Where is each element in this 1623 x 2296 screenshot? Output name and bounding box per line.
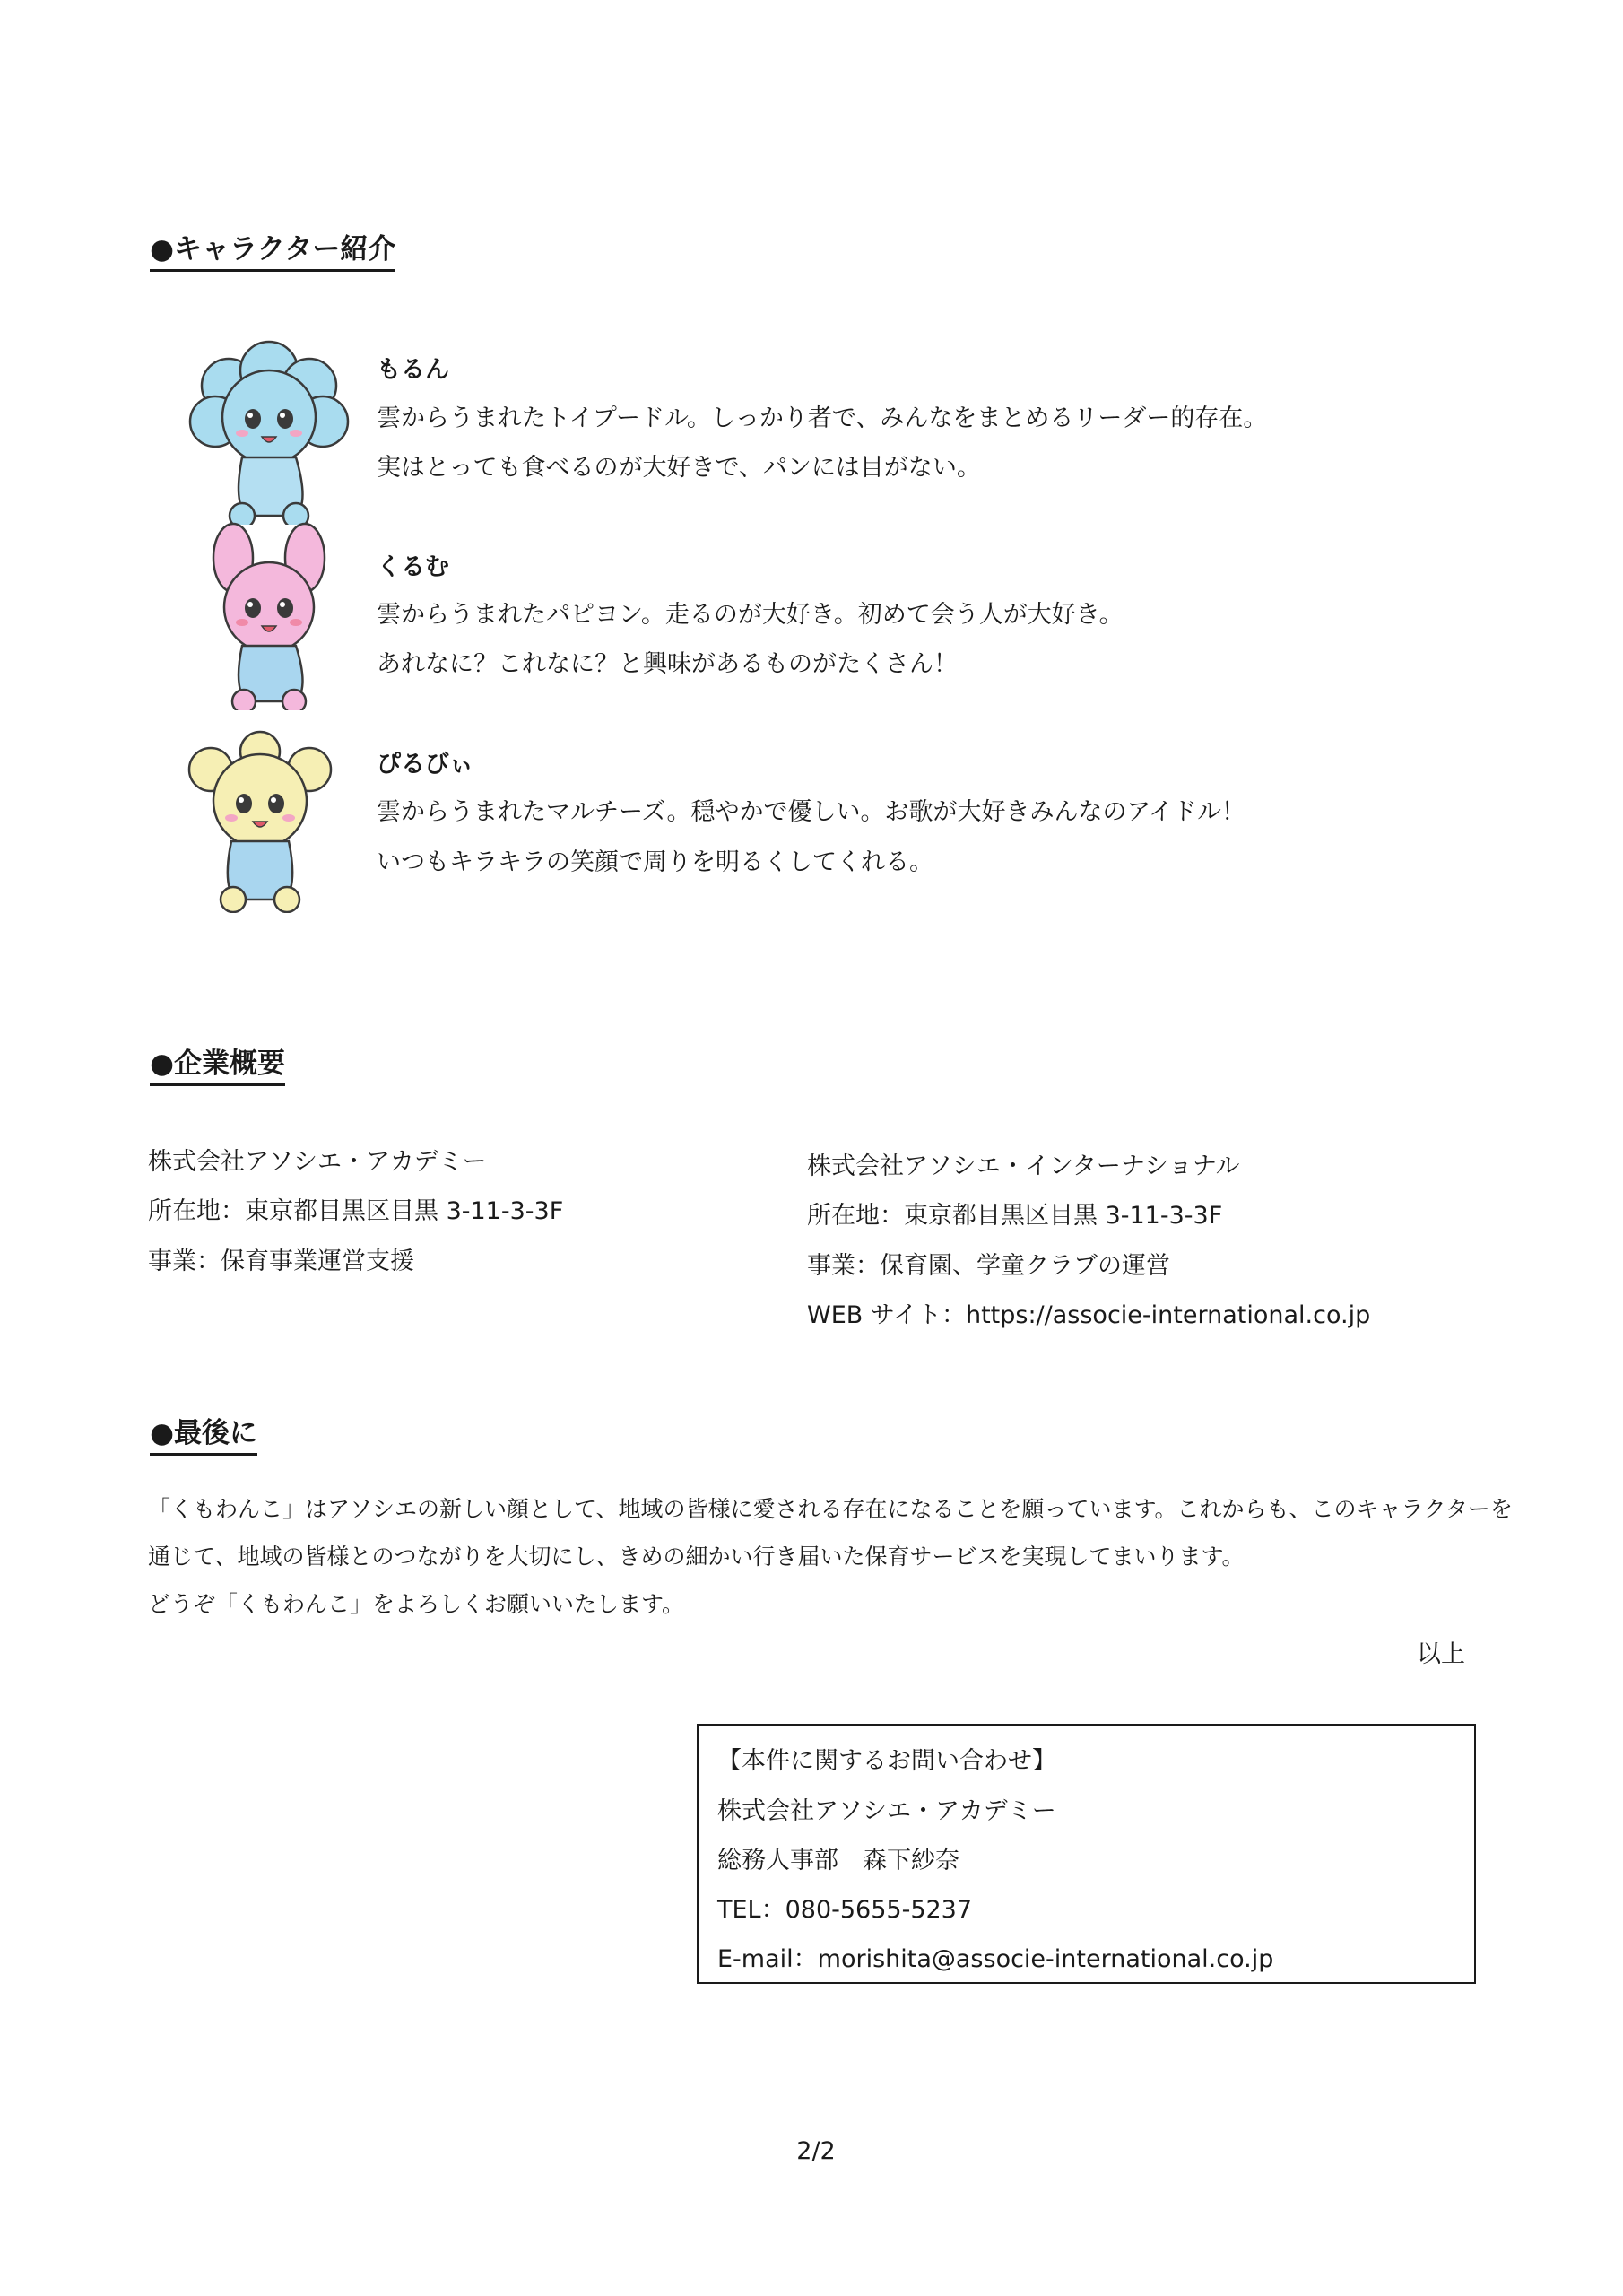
company-heading: ●企業概要: [150, 1046, 285, 1086]
character-description-line: 雲からうまれたパピヨン。走るのが大好き。初めて会う人が大好き。: [377, 601, 1124, 629]
character-description-line: 雲からうまれたトイプードル。しっかり者で、みんなをまとめるリーダー的存在。: [377, 404, 1268, 432]
contact-email: E-mail：morishita@associe-international.co.jp: [717, 1945, 1274, 1973]
character-description-line: あれなに？これなに？と興味があるものがたくさん！: [377, 650, 958, 678]
contact-heading: 【本件に関するお問い合わせ】: [717, 1747, 1056, 1775]
end-mark: 以上: [1417, 1640, 1465, 1668]
character-name-morun: もるん: [377, 356, 449, 384]
character-description-line: 雲からうまれたマルチーズ。穏やかで優しい。お歌が大好きみんなのアイドル！: [377, 798, 1246, 826]
character-description-line: いつもキラキラの笑顔で周りを明るくしてくれる。: [377, 848, 933, 876]
contact-tel: TEL：080-5655-5237: [717, 1896, 973, 1924]
company-2-business: 事業：保育園、学童クラブの運営: [807, 1252, 1170, 1280]
closing-paragraph-line: どうぞ「くもわんこ」をよろしくお願いいたします。: [148, 1591, 685, 1617]
character-description-line: 実はとっても食べるのが大好きで、パンには目がない。: [377, 454, 981, 482]
company-2-address: 所在地：東京都目黒区目黒 3-11-3-3F: [807, 1202, 1223, 1230]
page-number: 2/2: [796, 2137, 836, 2165]
closing-paragraph-line: 通じて、地域の皆様とのつながりを大切にし、きめの細かい行き届いた保育サービスを実現してまいります。: [148, 1544, 1245, 1570]
company-2-website: WEB サイト：https://associe-international.co.jp: [807, 1301, 1371, 1329]
kurumu-character-illustration: [179, 522, 359, 710]
characters-heading: ●キャラクター紹介: [150, 231, 395, 272]
company-2-name: 株式会社アソシエ・インターナショナル: [807, 1152, 1240, 1180]
company-1-business: 事業：保育事業運営支援: [148, 1248, 414, 1275]
company-1-address: 所在地：東京都目黒区目黒 3-11-3-3F: [148, 1197, 564, 1225]
closing-heading: ●最後に: [150, 1415, 257, 1456]
morun-character-illustration: [179, 336, 359, 525]
closing-paragraph-line: 「くもわんこ」はアソシエの新しい顔として、地域の皆様に愛される存在になることを願っています。これからも、このキャラクターを: [148, 1496, 1514, 1522]
character-name-kurumu: くるむ: [377, 553, 449, 581]
company-1-name: 株式会社アソシエ・アカデミー: [148, 1148, 487, 1176]
contact-department: 総務人事部 森下紗奈: [717, 1847, 959, 1874]
character-name-pirubii: ぴるびぃ: [377, 751, 473, 778]
pirubii-character-illustration: [170, 725, 350, 913]
contact-company: 株式会社アソシエ・アカデミー: [717, 1797, 1056, 1825]
